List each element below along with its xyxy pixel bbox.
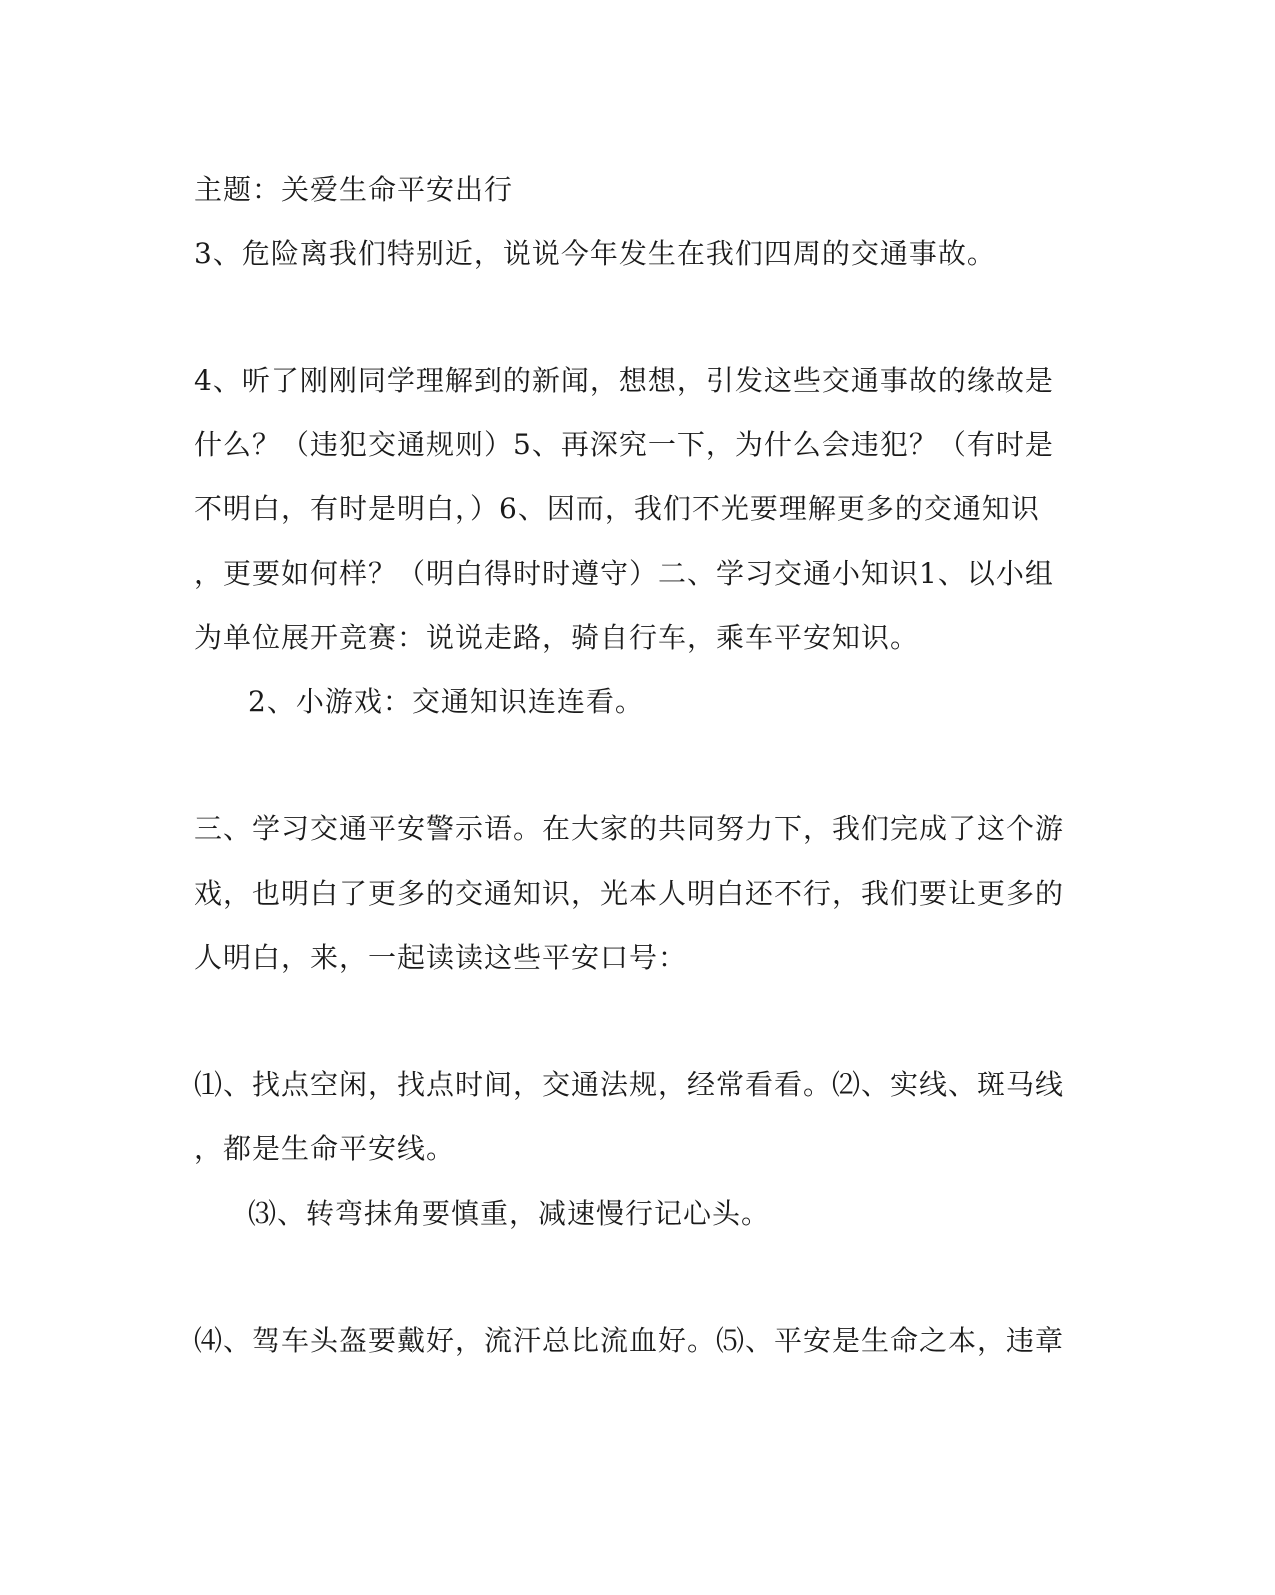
paragraph-line: 什么？（违犯交通规则）5、再深究一下，为什么会违犯？（有时是 <box>194 428 1054 461</box>
paragraph-line: ⑷、驾车头盔要戴好，流汗总比流血好。⑸、平安是生命之本，违章 <box>194 1324 1065 1357</box>
paragraph-line: 不明白，有时是明白，）6、因而，我们不光要理解更多的交通知识 <box>194 492 1040 525</box>
paragraph-line: ⑶、转弯抹角要慎重，减速慢行记心头。 <box>248 1197 771 1230</box>
paragraph-line: ，都是生命平安线。 <box>194 1132 456 1165</box>
paragraph-line: 三、学习交通平安警示语。在大家的共同努力下，我们完成了这个游 <box>194 812 1065 845</box>
paragraph-line: 为单位展开竞赛：说说走路，骑自行车，乘车平安知识。 <box>194 621 920 654</box>
paragraph-line: ⑴、找点空闲，找点时间，交通法规，经常看看。⑵、实线、斑马线 <box>194 1068 1065 1101</box>
paragraph-line: 2、小游戏：交通知识连连看。 <box>248 685 644 718</box>
paragraph-line: 戏，也明白了更多的交通知识，光本人明白还不行，我们要让更多的 <box>194 877 1065 910</box>
paragraph-line: 3、危险离我们特别近，说说今年发生在我们四周的交通事故。 <box>194 237 996 270</box>
paragraph-line: 4、听了刚刚同学理解到的新闻，想想，引发这些交通事故的缘故是 <box>194 364 1054 397</box>
paragraph-line: 人明白，来，一起读读这些平安口号： <box>194 941 688 974</box>
paragraph-line: ，更要如何样？（明白得时时遵守）二、学习交通小知识1、以小组 <box>194 557 1054 590</box>
document-title: 主题：关爱生命平安出行 <box>194 173 514 206</box>
